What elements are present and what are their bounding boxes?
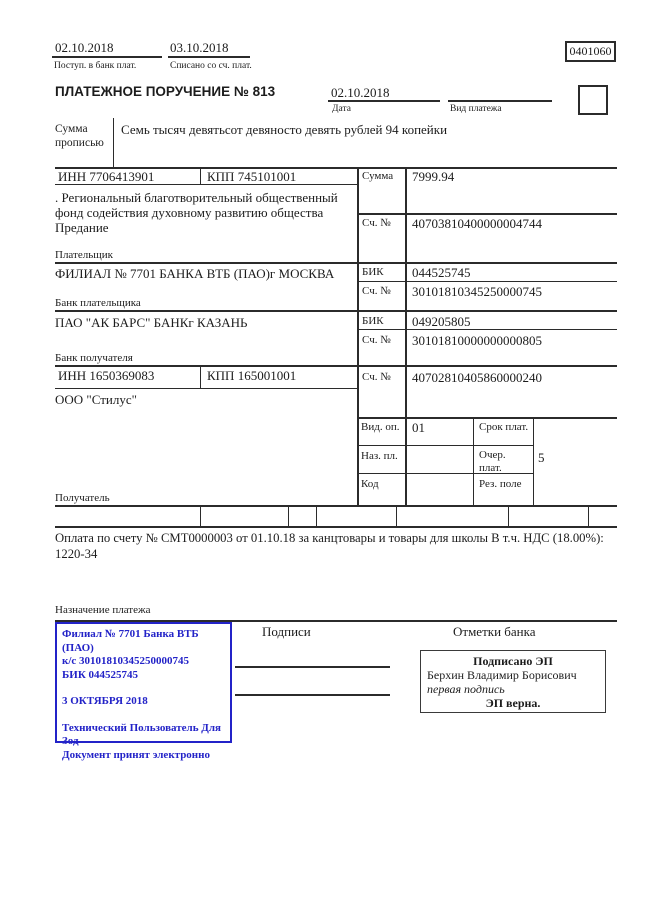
field-cell-divider — [316, 506, 317, 526]
payer-bank-account-label: Сч. № — [362, 285, 391, 297]
esign-verdict: ЭП верна. — [485, 696, 541, 710]
table-line — [357, 281, 617, 282]
table-line — [55, 365, 617, 367]
amount-words-value: Семь тысяч девятьсот девяносто девять рублей 94 копейки — [121, 122, 448, 137]
table-line — [200, 167, 201, 184]
stamp-spacer — [62, 709, 225, 722]
table-line — [473, 417, 474, 505]
payee-inn: ИНН 1650369083 — [58, 368, 155, 383]
field-cell-divider — [288, 506, 289, 526]
payer-bank-bik: 044525745 — [412, 265, 471, 280]
debited-date: 03.10.2018 — [170, 40, 229, 55]
table-line — [533, 417, 534, 505]
payer-bank-bik-label: БИК — [362, 266, 384, 278]
field-cell-divider — [396, 506, 397, 526]
payer-kpp: КПП 745101001 — [207, 169, 297, 184]
document-date: 02.10.2018 — [331, 85, 390, 100]
table-line — [357, 167, 359, 505]
code-label: Код — [361, 478, 379, 490]
payee-name: ООО "Стилус" — [55, 392, 137, 407]
signature-line — [235, 694, 390, 696]
payer-account-label: Сч. № — [362, 217, 391, 229]
payee-account-label: Сч. № — [362, 371, 391, 383]
received-in-bank-date: 02.10.2018 — [55, 40, 114, 55]
priority-label: Очер. плат. — [479, 449, 506, 474]
payee-bank-account-label: Сч. № — [362, 334, 391, 346]
table-line — [55, 184, 357, 185]
table-line — [357, 213, 617, 215]
table-line — [55, 526, 617, 528]
payer-bank-section-label: Банк плательщика — [55, 297, 141, 309]
payee-account: 40702810405860000240 — [412, 370, 542, 385]
payer-bank-account: 30101810345250000745 — [412, 284, 542, 299]
payment-kind-underline — [448, 100, 552, 102]
signatures-label: Подписи — [262, 624, 311, 639]
table-line — [55, 310, 617, 312]
payee-bank-section-label: Банк получателя — [55, 352, 133, 364]
stamp-corr-account: к/с 30101810345250000745 — [62, 655, 190, 667]
bank-marks-label: Отметки банка — [453, 624, 536, 639]
bank-electronic-stamp — [55, 622, 232, 761]
table-line — [405, 167, 407, 505]
stamp-note: Документ принят электронно — [62, 748, 210, 761]
field-cell-divider — [508, 506, 509, 526]
payee-section-label: Получатель — [55, 492, 110, 504]
table-line — [357, 445, 533, 446]
esign-title: Подписано ЭП — [473, 654, 553, 668]
amount-words-divider — [113, 118, 114, 167]
amount-label: Сумма — [362, 170, 394, 182]
purpose-label: Назначение платежа — [55, 604, 151, 616]
op-kind-label: Вид. оп. — [361, 421, 400, 433]
stamp-date: 3 ОКТЯБРЯ 2018 — [62, 695, 148, 707]
stamp-bank-name: Филиал № 7701 Банка ВТБ (ПАО) — [62, 628, 199, 654]
table-line — [55, 262, 617, 264]
signature-line — [235, 666, 390, 668]
form-code-box: 0401060 — [565, 41, 616, 62]
payee-bank-bik-label: БИК — [362, 315, 384, 327]
field-cell-divider — [200, 506, 201, 526]
due-date-label: Срок плат. — [479, 421, 529, 433]
table-line — [55, 388, 357, 389]
payer-inn: ИНН 7706413901 — [58, 169, 155, 184]
payer-section-label: Плательщик — [55, 249, 113, 261]
debited-label: Списано со сч. плат. — [170, 61, 252, 71]
stamp-user: Технический Пользователь Для Зод — [62, 721, 221, 747]
debited-date-underline — [168, 56, 250, 58]
date-underline — [328, 100, 440, 102]
field-cell-divider — [588, 506, 589, 526]
amount-words-label: Сумма прописью — [55, 123, 104, 149]
payee-kpp: КПП 165001001 — [207, 368, 297, 383]
received-in-bank-label: Поступ. в банк плат. — [54, 61, 137, 71]
esign-signer: Берхин Владимир Борисович — [427, 668, 577, 682]
payer-account-value: 40703810400000004744 — [412, 216, 542, 231]
payee-bank-name: ПАО "АК БАРС" БАНКг КАЗАНЬ — [55, 315, 248, 330]
date-label: Дата — [332, 104, 351, 114]
op-kind-value: 01 — [412, 420, 425, 435]
document-title: ПЛАТЕЖНОЕ ПОРУЧЕНИЕ № 813 — [55, 84, 276, 99]
payer-name: . Региональный благотворительный общественный фонд содействия духовному развитию общества Предание — [55, 190, 338, 235]
esign-kind: первая подпись — [427, 682, 505, 696]
purpose-text: Оплата по счету № СМТ0000003 от 01.10.18 за канцтовары и товары для школы В т.ч. НДС (18.00%): 1220-34 — [55, 531, 604, 561]
stamp-spacer — [62, 682, 225, 695]
payer-bank-name: ФИЛИАЛ № 7701 БАНКА ВТБ (ПАО)г МОСКВА — [55, 266, 335, 281]
payee-bank-account: 30101810000000000805 — [412, 333, 542, 348]
esign-box — [420, 650, 606, 713]
payee-bank-bik: 049205805 — [412, 314, 471, 329]
priority-value: 5 — [538, 450, 545, 465]
stamp-bik: БИК 044525745 — [62, 668, 139, 681]
table-line — [357, 329, 617, 330]
reserve-field-label: Рез. поле — [479, 478, 522, 490]
payment-kind-box — [578, 85, 608, 115]
table-line — [200, 365, 201, 388]
payment-kind-label: Вид платежа — [450, 104, 502, 114]
amount-value: 7999.94 — [412, 169, 455, 184]
received-date-underline — [52, 56, 162, 58]
table-line — [55, 505, 617, 507]
purpose-code-label: Наз. пл. — [361, 450, 398, 462]
table-line — [357, 417, 617, 419]
